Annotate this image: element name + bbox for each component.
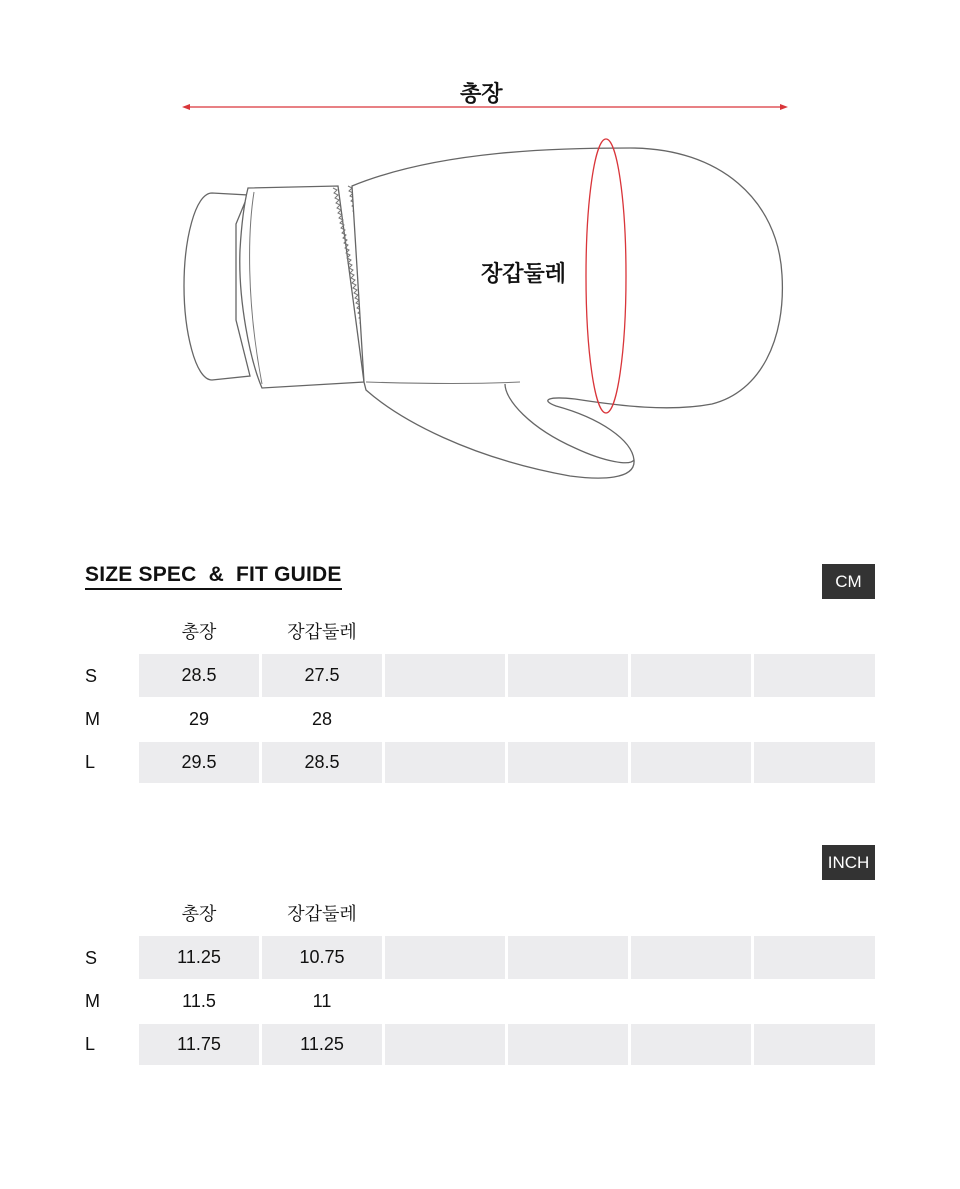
- row-label-l: L: [85, 752, 96, 772]
- table-cell-empty: [631, 1024, 751, 1065]
- table-cell-empty: [385, 936, 505, 979]
- section-title: SIZE SPEC & FIT GUIDE: [85, 563, 342, 590]
- table-cell: 11.25: [262, 1024, 382, 1065]
- table-cell-empty: [508, 654, 628, 697]
- table-cell: 28: [311, 709, 333, 729]
- column-header-circumference: 장갑둘레: [287, 904, 357, 925]
- row-label-s: S: [85, 666, 98, 686]
- length-label: 총장: [460, 82, 503, 107]
- table-cell-empty: [385, 654, 505, 697]
- table-cell: 28.5: [139, 654, 259, 697]
- circumference-label: 장갑둘레: [481, 262, 567, 287]
- table-cell-empty: [508, 936, 628, 979]
- row-label-m: M: [85, 709, 100, 729]
- table-cell: 28.5: [262, 742, 382, 783]
- table-cell-empty: [631, 654, 751, 697]
- table-cell-empty: [385, 742, 505, 783]
- unit-badge-inch: INCH: [822, 845, 875, 880]
- unit-badge-cm: CM: [822, 564, 875, 599]
- table-cell-empty: [754, 742, 875, 783]
- table-cell: 11.25: [139, 936, 259, 979]
- table-cell: 27.5: [262, 654, 382, 697]
- mitten-body: [352, 148, 782, 478]
- table-cell-empty: [754, 936, 875, 979]
- row-label-s: S: [85, 948, 98, 968]
- table-cell-empty: [754, 1024, 875, 1065]
- table-cell: 10.75: [262, 936, 382, 979]
- table-cell-empty: [508, 1024, 628, 1065]
- table-cell-empty: [385, 1024, 505, 1065]
- table-cell: 29.5: [139, 742, 259, 783]
- table-cell-empty: [631, 742, 751, 783]
- table-cell: 11.75: [139, 1024, 259, 1065]
- table-cell: 11.5: [182, 991, 216, 1011]
- table-cell-empty: [754, 654, 875, 697]
- table-cell: 11: [312, 991, 332, 1011]
- table-cell: 29: [188, 709, 210, 729]
- column-header-circumference: 장갑둘레: [287, 622, 357, 643]
- column-header-length: 총장: [181, 622, 217, 643]
- table-cell-empty: [508, 742, 628, 783]
- row-label-m: M: [85, 991, 100, 1011]
- table-cell-empty: [631, 936, 751, 979]
- row-label-l: L: [85, 1034, 96, 1054]
- column-header-length: 총장: [181, 904, 217, 925]
- mitten-wrist-band: [240, 186, 364, 388]
- mitten-diagram: [0, 0, 960, 520]
